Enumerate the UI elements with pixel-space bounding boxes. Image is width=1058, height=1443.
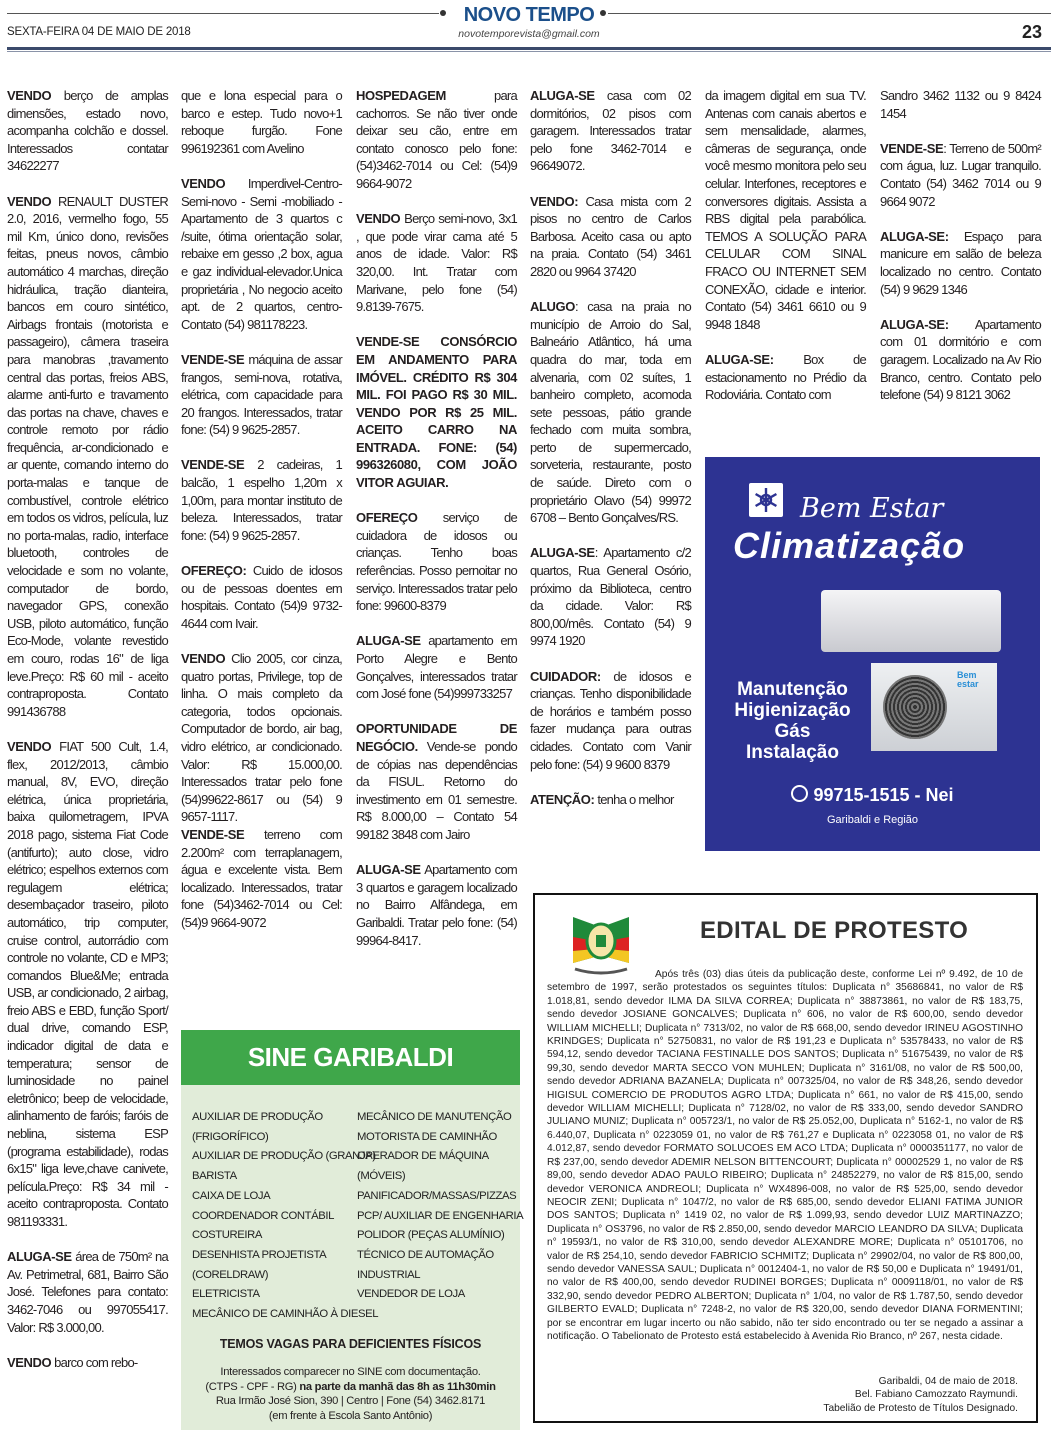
classified-ad [181,562,342,632]
classified-ad-text: da imagem digital em sua TV. Antenas com canais abertos e sem mensalidade, alarmes, câmeras de segurança, onde você mesmo monitora pelo seu celular. Interfones, receptores e conversores digitais. Assista a RBS digital pela parabólica. TEMOS A SOLUÇÃO PARA CELULAR COM SINAL FRACO OU INTERNET SEM CONEXÃO, cidade e interior. Contato (54) 3461 6610 ou 9 9948 1848 [705,88,866,332]
classified-ad-text: : Apartamento c/2 quartos, Rua General Osório, próximo da Biblioteca, centro da cidade. Valor: R$ 800,00/mês. Contato (54) 9 9974 1920 [530,545,691,649]
classified-ad [356,861,517,949]
sine-job-item: MOTORISTA DE CAMINHÃO [357,1130,497,1143]
classified-ad-text: casa com 02 dormitórios, 02 pisos com garagem. Interessados tratar pelo fone 3462-7014 e 96649072. [530,88,691,174]
classified-ad-text: terreno com 2.200m² com terraplanagem, água e excelente vista. Bem localizado. Interessados, tratar fone (54)3462-7014 ou Cel:(54)9 9664-9072 [181,826,342,930]
classified-ad-text: Berço semi-novo, 3x1 , que pode virar cama até 5 anos de idade. Valor: R$ 320,00. Int. Tratar com Marivane, pelo fone (54) 9.8139-7675. [356,211,517,315]
classified-ad-lead: VENDO [7,193,52,209]
classified-ad [7,1248,168,1336]
classified-ad [530,668,691,774]
sine-job-item: (FRIGORÍFICO) [192,1130,269,1143]
classified-ad-text: de idosos e crianças. Tenho disponibilidade de horários e também posso fazer mudança para outras cidades. Contato com Vanir pelo fone: (54) 9 9600 8379 [530,668,691,772]
classifieds-column-3 [356,87,517,949]
sine-hours: na parte da manhã das 8h as 11h30min [299,1380,496,1393]
classified-ad-lead: VENDO [356,211,401,227]
sine-jobs-left [192,1108,378,1325]
classified-ad-lead: VENDE-SE [181,351,245,367]
classified-ad-text: Imperdivel-Centro-Semi-novo - Semi -mobiliado -Apartamento de 3 quartos c /suite, ótima orientação solar, rebaixe em gesso ,2 box, agua e gaz individual-elevador.Unica proprietária , No negocio aceito apt. de 2 quartos, centro- Contato (54) 981178223. [181,175,342,332]
sine-vagas-note: TEMOS VAGAS PARA DEFICIENTES FÍSICOS [219,1337,482,1351]
classifieds-column-1 [7,87,168,1371]
sine-job-item: VENDEDOR DE LOJA [357,1288,465,1301]
classified-ad-text: 2 cadeiras, 1 balcão, 1 espelho 1,20m x 1,00m, para montar instituto de beleza. Interessados, tratar fone: (54) 9 9625-2857. [181,457,342,543]
classified-ad-lead: VENDO [181,651,226,666]
bem-estar-climatizacao-ad [705,457,1040,851]
classified-ad-text: máquina de assar frangos, semi-nova, rotativa, elétrica, com capacidade para 20 frangos. Interessados, tratar fone: (54) 9 9625-2857. [181,351,342,438]
classified-ad-lead: ALUGA-SE [7,1249,72,1265]
classified-ad-lead: ALUGA-SE: [705,351,774,367]
sine-job-item: POLIDOR (PEÇAS ALUMÍNIO) [357,1229,505,1242]
classified-ad-lead: VENDE-SE [181,826,245,842]
classified-ad-text: Apartamento com 01 dormitório e com garagem. Localizado na Av Rio Branco, centro. Contato pelo telefone (54) 9 8121 3062 [880,316,1041,403]
classified-ad [181,650,342,826]
fan-grille-icon [883,675,947,739]
ad-brand-script: Bem Estar [800,493,944,524]
classifieds-column-5 [705,87,866,404]
sine-job-item: COORDENADOR CONTÁBIL [192,1209,335,1222]
sine-garibaldi-box [181,1030,524,1430]
sine-job-item: AUXILIAR DE PRODUÇÃO (GRANJA) [192,1150,376,1163]
classified-ad-lead: VENDO [7,88,52,103]
newspaper-email: novotemporevista@gmail.com [458,28,600,40]
newspaper-title: NOVO TEMPO [463,4,595,26]
edital-signer-role: Tabelião de Protesto de Títulos Designado. [823,1402,1018,1414]
classified-ad-lead: ALUGO [530,299,575,315]
sine-job-item: INDUSTRIAL [357,1268,421,1281]
sine-job-item: AUXILIAR DE PRODUÇÃO [192,1111,323,1123]
classified-ad-text: Sandro 3462 1132 ou 9 8424 1454 [880,88,1041,121]
sine-job-item: MECÂNICO DE CAMINHÃO À DIESEL [192,1308,379,1321]
classified-ad-text: : casa na praia no município de Arroio do Sal, Balneário Atlântico, há uma quadra do mar, toda em alvenaria, com 02 suítes, 1 banheiro completo, acomoda sete pessoas, pátio grande fechado com muita sombra, perto de supermercado, sorveteria, restaurante, posto de saúde. Direto com o proprietário Olavo (54) 99972 6708 – Bento Gonçalves/RS. [530,299,691,526]
classified-ad-lead: OPORTUNIDADE DE NEGÓCIO. [356,721,517,754]
classified-ad-lead: OFEREÇO [356,510,418,526]
classifieds-column-4 [530,87,691,808]
classified-ad-text: apartamento em Porto Alegre e Bento Gonçalves, interessados tratar com José fone (54)999733257 [356,633,517,702]
edital-signer: Bel. Fabiano Camozzato Raymundi. [854,1389,1018,1401]
classified-ad-lead: CUIDADOR: [530,668,601,684]
classified-ad [181,456,342,544]
classified-ad-text: serviço de cuidadora de idosos ou crianças. Tenho boas referências. Posso pernoitar no serviço. Interessados tratar pelo fone: 99600-8379 [356,510,517,614]
sine-job-item: COSTUREIRA [192,1229,263,1242]
classified-ad [530,544,691,650]
sine-job-item: CAIXA DE LOJA [192,1189,271,1202]
sine-title: SINE GARIBALDI [181,1030,520,1085]
snowflake-icon [749,483,783,517]
classified-ad [530,791,691,809]
classified-ad-text: Clio 2005, cor cinza, quatro portas, Privilege, top de linha. O mais completo da categoria, todos opcionais. Computador de bordo, air bag, vidro elétrico, ar condicionado. Valor: R$ 15.000,00. Interessados tratar pelo fone (54)99622-8617 ou (54) 9 9657-1117. [181,651,342,825]
ad-service: Higienização [734,700,851,721]
sine-job-item: TÉCNICO DE AUTOMAÇÃO [357,1248,494,1261]
classified-ad-lead: VENDE-SE CONSÓRCIO EM ANDAMENTO PARA IMÓVEL. CRÉDITO R$ 304 MIL. FOI PAGO R$ 30 MIL. VENDO POR R$ 25 MIL. ACEITO CARRO NA ENTRADA. FONE: (54) 996326080, COM JOÃO VITOR AGUIAR. [356,334,517,491]
header-divider [7,47,1051,50]
sine-job-item: (CORELDRAW) [192,1268,269,1281]
classified-ad-lead: ALUGA-SE [530,545,595,561]
ad-unit-logo: Bem estar [957,670,979,689]
classified-ad-lead: ATENÇÃO: [530,791,595,807]
classified-ad [181,826,342,932]
classified-ad-lead: VENDO: [530,193,579,209]
sine-job-item: (MÓVEIS) [357,1170,406,1183]
classified-ad [880,87,1041,122]
ad-region: Garibaldi e Região [826,814,919,826]
sine-landmark: (em frente à Escola Santo Antônio) [268,1409,433,1422]
classified-ad-lead: ALUGA-SE: [880,316,949,332]
classifieds-column-6 [880,87,1041,404]
classified-ad-text: que e lona especial para o barco e estep. Tudo novo+1 reboque furgão. Fone 996192361 com Avelino [181,88,342,156]
edital-signature [823,1375,1018,1415]
classified-ad-lead: VENDO [7,738,52,754]
classified-ad [181,87,342,157]
classified-ad-text: berço de amplas dimensões, estado novo, acompanha colchão e dossel. Interessados contatar 34622277 [7,88,168,174]
sine-contact-info [181,1365,520,1423]
classified-ad-text: RENAULT DUSTER 2.0, 2016, vermelho fogo, 55 mil Km, único dono, revisões feitas, pneus novos, câmbio automático 4 marchas, direção hidráulica, tração dianteira, bancos em couro sintético, Airbags frontais (motorista e passageiro), câmera traseira para manobras ,travamento central das portas, freios ABS, alarme anti-furto e travamento das portas na chave, chaves e controle remoto por rádio frequência, ar-condicionado e ar quente, comando interno do porta-malas e tanque de combustível, controle elétrico em todos os vidros, película, luz no porta-malas, radio, interface bluetooth, controles de velocidade e som no volante, computador de bordo, navegador GPS, conexão USB, piloto automático, função Eco-Mode, volante revestido em couro, rodas 16" de liga leve.Preço: R$ 60 mil - aceito contraproposta. Contato 991436788 [7,193,168,719]
whatsapp-icon [791,785,808,802]
edital-body: Após três (03) dias úteis da publicação deste, conforme Lei nº 9.492, de 10 de setembro de 1997, serão protestados os seguintes títulos: Duplicata n° 35686841, no valor de R$ 1.018,81, sendo devedor ILMA DA SILVA CORREA; Duplicata n° 38873861, no valor de R$ 183,75, sendo devedor JOSIANE GONCALVES; Duplicata n° 606, no valor de R$ 600,00, sendo devedor WILLIAM MICHELLI; Duplicata n° 7313/02, no valor de R$ 668,00, sendo devedor IRINEU AGOSTINHO KRINDGES; Duplicata n° 52750831, no valor de R$ 191,23 e Duplicata n° 53578433, no valor de R$ 594,12, sendo devedor TACIANA FESTINALLE DOS SANTOS; Duplicata n° 51675439, no valor de R$ 99,30, sendo devedor MARTA SECCO VON MUHLEN; Duplicata n° 3161/08, no valor de R$ 500,00, sendo devedor ADRIANA BAZANELA; Duplicata n° 007325/04, no valor de R$ 348,26, sendo devedor HIGISUL COMERCIO DE PRODUTOS AGRO LTDA; Duplicata n° 661, no valor de R$ 415,00, sendo devedor WILLIAM MICHELLI; Duplicata n° 7128/02, no valor de R$ 333,00, sendo devedor SANDRO JULIANO MUNIZ; Duplicata n° 005723/1, no valor de R$ 25.052,00, Duplicata n° 5162-1, no valor de R$ 6.440,07, Duplicata n° 0223059 01, no valor de R$ 761,27 e Duplicata n° 0223058 01, no valor de R$ 4.012,87, sendo devedor FORMATO SOLUCOES EM ACO LTDA; Duplicata n° 0000351177, no valor de R$ 237,00, sendo devedor ADEMIR NELSON BITTENCOURT; Duplicata n° 00002529 1, no valor de R$ 89,00, sendo devedor ADAO PAULO RIBEIRO; Duplicata n° 24852279, no valor de R$ 815,00, sendo devedor VERONICA ANDREOLI; Duplicata n° WX4896-008, no valor de R$ 525,00, sendo devedor NEOCIR ZENI; Duplicata n° 1047/2, no valor de R$ 685,00, sendo devedor ELIANI FATIMA JUNIOR DOS SANTOS; Duplicata n° 1419 02, no valor de R$ 1.099,93, sendo devedor LUIZ MARTINAZZO; Duplicata n° OS3796, no valor de R$ 2.850,00, sendo devedor MARCIO LEANDRO DA SILVA; Duplicata n° 19593/1, no valor de R$ 310,00, sendo devedor ALEXANDRE MORE; Duplicata n° 05101706, no valor de R$ 254,10, sendo devedor FABRICIO SCHMITZ; Duplicata n° 29902/04, no valor de R$ 800,00, sendo devedor VANESSA SAUL; Duplicata n° 0012404-1, no valor de R$ 50,00 e Duplicata n° 19491/01, no valor de R$ 400,00, sendo devedor RUDINEI BORGES; Duplicata n° 0009118/01, no valor de R$ 332,90, sendo devedor PEDRO ALBERTON; Duplicata n° 1/04, no valor de R$ 1.787,50, sendo devedor GILBERTO EVALD; Duplicata n° 7248-2, no valor de R$ 320,00, sendo devedor DIANA FORMENTINI; por se encontrar em lugar incerto ou não sabido, não ter sido encontrado ou ter se negado a assinar a notificação. O Tabelionato de Protesto está estabelecido à Avenida Rio Branco, nº 267, nesta cidade. [547,969,1023,1342]
header-divider-thin [7,51,1051,52]
sine-docs: (CTPS - CPF - RG) [205,1380,297,1393]
classified-ad-lead: VENDE-SE [181,457,245,473]
sine-job-item: MECÂNICO DE MANUTENÇÃO [357,1111,512,1123]
classified-ad-text: : Terreno de 500m² com água, luz. Lugar tranquilo. Contato (54) 3462 7014 ou 9 9664 9072 [880,140,1041,209]
classified-ad-text: Vende-se pondo de cópias nas dependências da FISUL. Retorno do investimento em 01 semestre. R$ 8.000,00 – Contato 54 99182 3848 com Jairo [356,738,517,842]
classifieds-column-2 [181,87,342,932]
classified-ad [181,175,342,333]
classified-ad-lead: VENDO [7,1354,52,1370]
sine-job-item: DESENHISTA PROJETISTA [192,1248,327,1261]
sine-job-item: PCP/ AUXILIAR DE ENGENHARIA [357,1209,524,1222]
classified-ad-lead: VENDO [181,175,226,191]
sine-job-item: OPERADOR DE MÁQUINA [357,1150,489,1163]
classified-ad-text: Espaço para manicure em salão de beleza localizado no centro. Contato (54) 9 9629 1346 [880,228,1041,297]
classified-ad [356,632,517,702]
sine-address: Rua Irmão José Sion, 390 | Centro | Fone (54) 3462.8171 [215,1395,486,1407]
classified-ad-text: FIAT 500 Cult, 1.4, flex, 2012/2013, câmbio manual, 8V, EVO, direção elétrica, única proprietária, baixa quilometragem, IPVA 2018 pago, sistema Fiat Code (antifurto); auto close, vidro elétrico; espelhos externos com regulagem elétrica; desembaçador traseiro, piloto automático, trip computer, cruise control, autorrádio com controle no volante, CD e MP3; comandos Blue&Me; entrada USB, ar condicionado, 2 airbag, freio ABS e EBD, função Sport/ dual drive, comando ESP, indicador digital de data e temperatura; sensor de luminosidade no painel eletrônico; beep de velocidade, alinhamento de faróis; faróis de neblina, sistema ESP (programa estabilidade), rodas 6x15" liga leve,chave canivete, película.Preço: R$ 34 mil - aceito contraproposta. Contato 981193331. [7,738,168,1229]
classified-ad-text: para cachorros. Se não tiver onde deixar seu cão, entre em contato conosco pelo fone: (54)3462-7014 ou Cel: (54)9 9664-9072 [356,88,517,191]
sine-job-item: PANIFICADOR/MASSAS/PIZZAS [357,1189,517,1202]
classified-ad-text: Box de estacionamento no Prédio da Rodoviária. Contato com [705,351,866,403]
edital-title: EDITAL DE PROTESTO [700,917,969,944]
classified-ad [705,87,866,333]
classified-ad-lead: ALUGA-SE [356,633,421,649]
page-number: 23 [1021,22,1042,42]
edition-date: SEXTA-FEIRA 04 DE MAIO DE 2018 [7,26,191,38]
ad-service: Instalação [746,742,839,763]
sine-info-line: Interessados comparecer no SINE com documentação. [220,1366,481,1378]
classified-ad [7,1354,168,1372]
classified-ad-lead: ALUGA-SE [530,88,595,103]
classified-ad-text: Apartamento com 3 quartos e garagem localizado no Bairro Alfândega, em Garibaldi. Tratar pelo fone: (54) 99964-8417. [356,862,517,948]
edital-date: Garibaldi, 04 de maio de 2018. [878,1376,1018,1387]
classified-ad [880,140,1041,210]
classified-ad [356,333,517,491]
classified-ad [356,210,517,316]
classified-ad [880,228,1041,298]
air-conditioner-outdoor-unit [871,663,997,751]
sine-job-item: ELETRICISTA [192,1288,260,1301]
classified-ad-text: Cuido de idosos ou de pessoas doentes em hospitais. Contato (54)9 9732-4644 com Ivair. [181,563,342,631]
air-conditioner-indoor-unit [821,590,1001,652]
classified-ad [530,87,691,175]
classified-ad-text: tenha o melhor [597,791,674,807]
classified-ad-lead: ALUGA-SE [356,862,421,878]
classified-ad-text: Casa mista com 2 pisos no centro de Carlos Barbosa. Aceito casa ou apto na praia. Contato (54) 3461 2820 ou 9964 37420 [530,193,691,279]
classified-ad [530,193,691,281]
ad-phone-row [705,785,1040,806]
ad-service: Gás [774,721,811,742]
classified-ad [356,87,517,193]
sine-job-item: BARISTA [192,1170,237,1183]
ad-service: Manutenção [737,679,848,700]
ad-services [725,679,860,763]
sine-jobs-right [357,1108,523,1305]
classified-ad [705,351,866,404]
edital-de-protesto [533,893,1038,1423]
ad-phone: 99715-1515 - Nei [813,785,954,805]
classified-ad-text: barco com rebo- [54,1354,138,1370]
classified-ad [356,509,517,615]
classified-ad-lead: ALUGA-SE: [880,228,949,244]
classified-ad [356,720,517,843]
classified-ad [7,87,168,175]
classified-ad-lead: OFEREÇO: [181,563,247,579]
classified-ad [7,193,168,721]
classified-ad-lead: VENDE-SE [880,140,944,156]
ad-brand-title: Climatização [733,525,966,566]
classified-ad-lead: HOSPEDAGEM [356,88,446,103]
classified-ad [181,351,342,439]
classified-ad [880,316,1041,404]
sine-info-line [181,1380,520,1395]
classified-ad-text: área de 750m² na Av. Petrimetral, 681, Bairro São José. Telefones para contato: 3462-7046 ou 997055417. Valor: R$ 3.000,00. [7,1249,168,1335]
classified-ad [7,738,168,1231]
classified-ad [530,298,691,527]
